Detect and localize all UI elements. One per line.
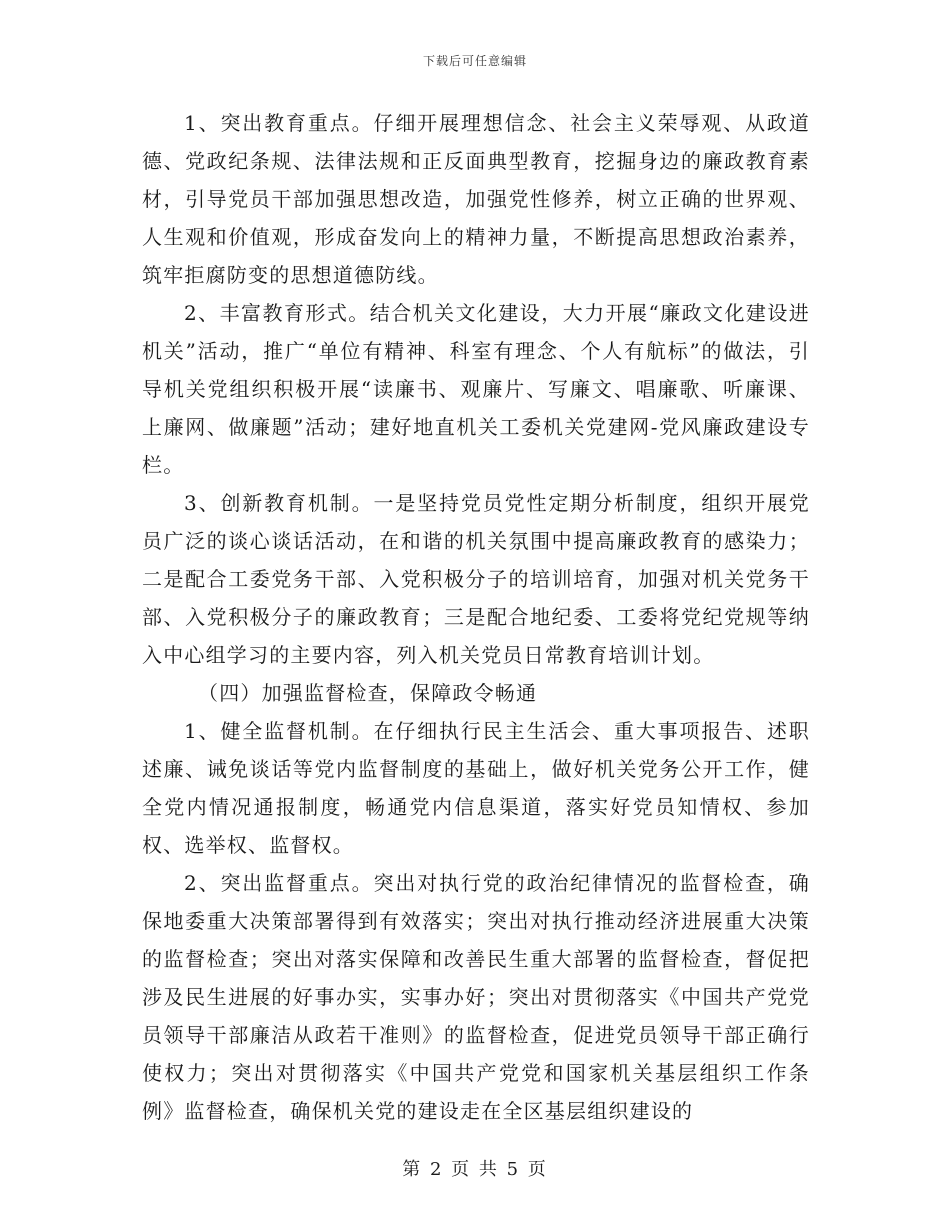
- page-header: 下载后可任意编辑: [422, 54, 527, 68]
- paragraph-education-mechanism: 3、创新教育机制。一是坚持党员党性定期分析制度，组织开展党员广泛的谈心谈话活动，在和谐的机关氛围中提高廉政教育的感染力；二是配合工委党务干部、入党积极分子的培训培育，加强对机关党务干部、入党积极分子的廉政教育；三是配合地纪委、工委将党纪党规等纳入中心组学习的主要内容，列入机关党员日常教育培训计划。: [142, 491, 810, 667]
- section-heading-supervision: （四）加强监督检查，保障政令畅通: [198, 681, 538, 705]
- page-number: 第 2 页 共 5 页: [402, 1159, 548, 1180]
- paragraph-supervision-mechanism: 1、健全监督机制。在仔细执行民主生活会、重大事项报告、述职述廉、诫免谈话等党内监督制度的基础上，做好机关党务公开工作，健全党内情况通报制度，畅通党内信息渠道，落实好党员知情权、参加权、选举权、监督权。: [142, 719, 810, 857]
- paragraph-supervision-focus: 2、突出监督重点。突出对执行党的政治纪律情况的监督检查，确保地委重大决策部署得到有效落实；突出对执行推动经济进展重大决策的监督检查；突出对落实保障和改善民生重大部署的监督检查，督促把涉及民生进展的好事办实，实事办好；突出对贯彻落实《中国共产党党员领导干部廉洁从政若干准则》的监督检查，促进党员领导干部正确行使权力；突出对贯彻落实《中国共产党党和国家机关基层组织工作条例》监督检查，确保机关党的建设走在全区基层组织建设的: [142, 871, 810, 1123]
- document-body: [142, 104, 810, 1130]
- paragraph-education-forms: 2、丰富教育形式。结合机关文化建设，大力开展“廉政文化建设进机关”活动，推广“单位有精神、科室有理念、个人有航标”的做法，引导机关党组织积极开展“读廉书、观廉片、写廉文、唱廉歌、听廉课、上廉网、做廉题”活动；建好地直机关工委机关党建网-党风廉政建设专栏。: [142, 301, 810, 477]
- paragraph-education-focus: 1、突出教育重点。仔细开展理想信念、社会主义荣辱观、从政道德、党政纪条规、法律法规和正反面典型教育，挖掘身边的廉政教育素材，引导党员干部加强思想改造，加强党性修养，树立正确的世界观、人生观和价值观，形成奋发向上的精神力量，不断提高思想政治素养，筑牢拒腐防变的思想道德防线。: [142, 111, 810, 287]
